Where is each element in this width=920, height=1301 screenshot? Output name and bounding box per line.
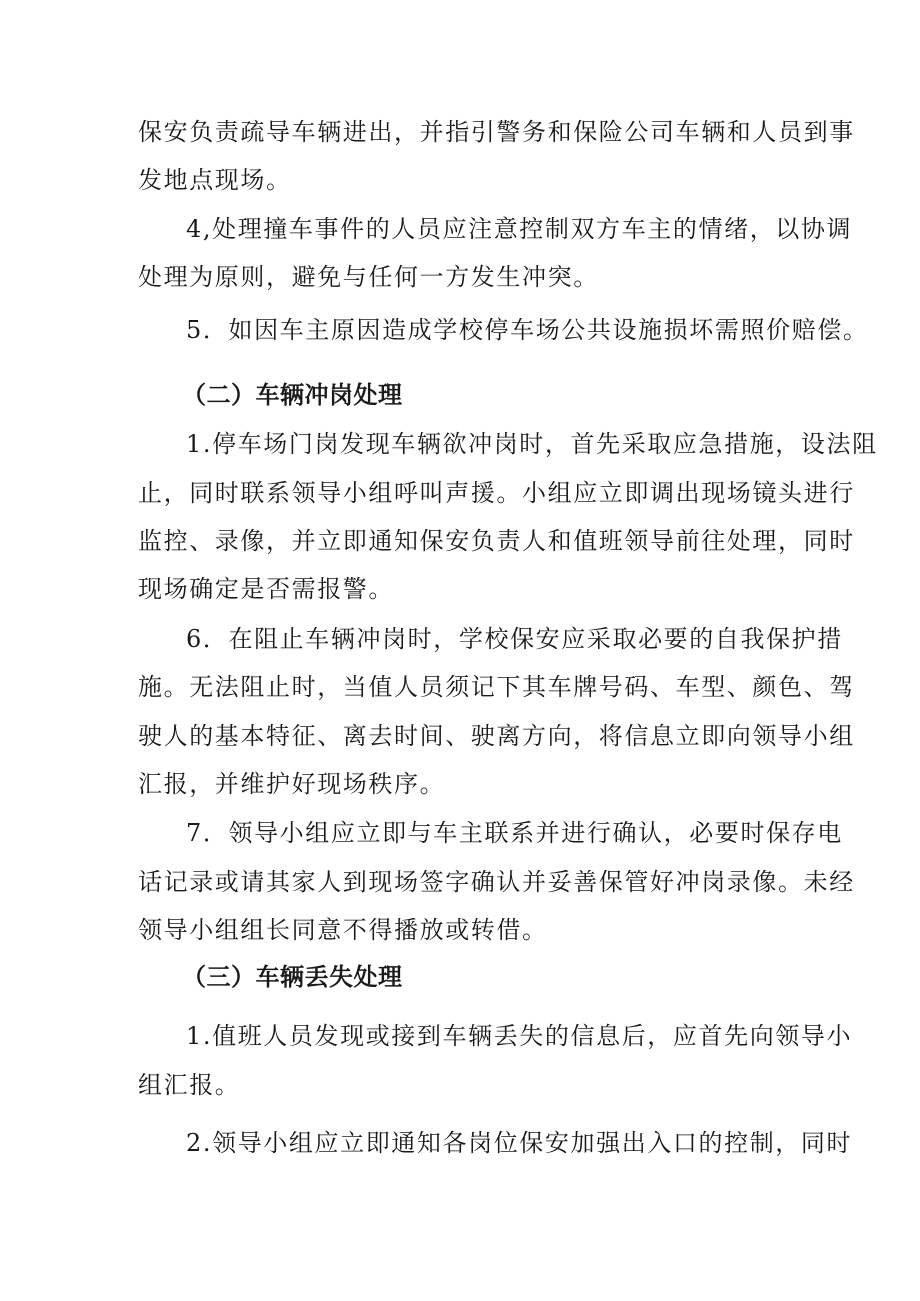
item-4-line-2: 处理为原则，避免与任何一方发生冲突。 bbox=[138, 263, 599, 291]
rush-item-6-line-2: 施。无法阻止时，当值人员须记下其车牌号码、车型、颜色、驾 bbox=[138, 673, 855, 701]
rush-item-7-line-1: 7．领导小组应立即与车主联系并进行确认，必要时保存电 bbox=[186, 819, 843, 847]
loss-item-1-line-2: 组汇报。 bbox=[138, 1071, 241, 1099]
rush-item-6-line-1: 6．在阻止车辆冲岗时，学校保安应采取必要的自我保护措 bbox=[186, 625, 843, 653]
rush-item-1-line-3: 监控、录像，并立即通知保安负责人和值班领导前往处理，同时 bbox=[138, 527, 855, 555]
rush-item-6-line-3: 驶人的基本特征、离去时间、驶离方向，将信息立即向领导小组 bbox=[138, 722, 855, 750]
section-heading-rush-gate: （二）车辆冲岗处理 bbox=[182, 380, 403, 409]
paragraph-line-security-guidance: 保安负责疏导车辆进出，并指引警务和保险公司车辆和人员到事 bbox=[138, 118, 855, 146]
loss-item-2-line-1: 2.领导小组应立即通知各岗位保安加强出入口的控制，同时 bbox=[186, 1129, 853, 1157]
rush-item-7-line-3: 领导小组组长同意不得播放或转借。 bbox=[138, 916, 548, 944]
loss-item-1-line-1: 1.值班人员发现或接到车辆丢失的信息后，应首先向领导小 bbox=[186, 1022, 853, 1050]
rush-item-1-line-2: 止，同时联系领导小组呼叫声援。小组应立即调出现场镜头进行 bbox=[138, 479, 855, 507]
paragraph-line-scene: 发地点现场。 bbox=[138, 166, 292, 194]
rush-item-7-line-2: 话记录或请其家人到现场签字确认并妥善保管好冲岗录像。未经 bbox=[138, 868, 855, 896]
section-heading-vehicle-loss: （三）车辆丢失处理 bbox=[182, 962, 403, 991]
item-4-line-1: 4,处理撞车事件的人员应注意控制双方车主的情绪，以协调 bbox=[186, 215, 853, 243]
rush-item-6-line-4: 汇报，并维护好现场秩序。 bbox=[138, 770, 446, 798]
item-5-line: 5．如因车主原因造成学校停车场公共设施损坏需照价赔偿。 bbox=[186, 316, 869, 344]
rush-item-1-line-4: 现场确定是否需报警。 bbox=[138, 575, 394, 603]
rush-item-1-line-1: 1.停车场门岗发现车辆欲冲岗时，首先采取应急措施，设法阻 bbox=[186, 430, 878, 458]
